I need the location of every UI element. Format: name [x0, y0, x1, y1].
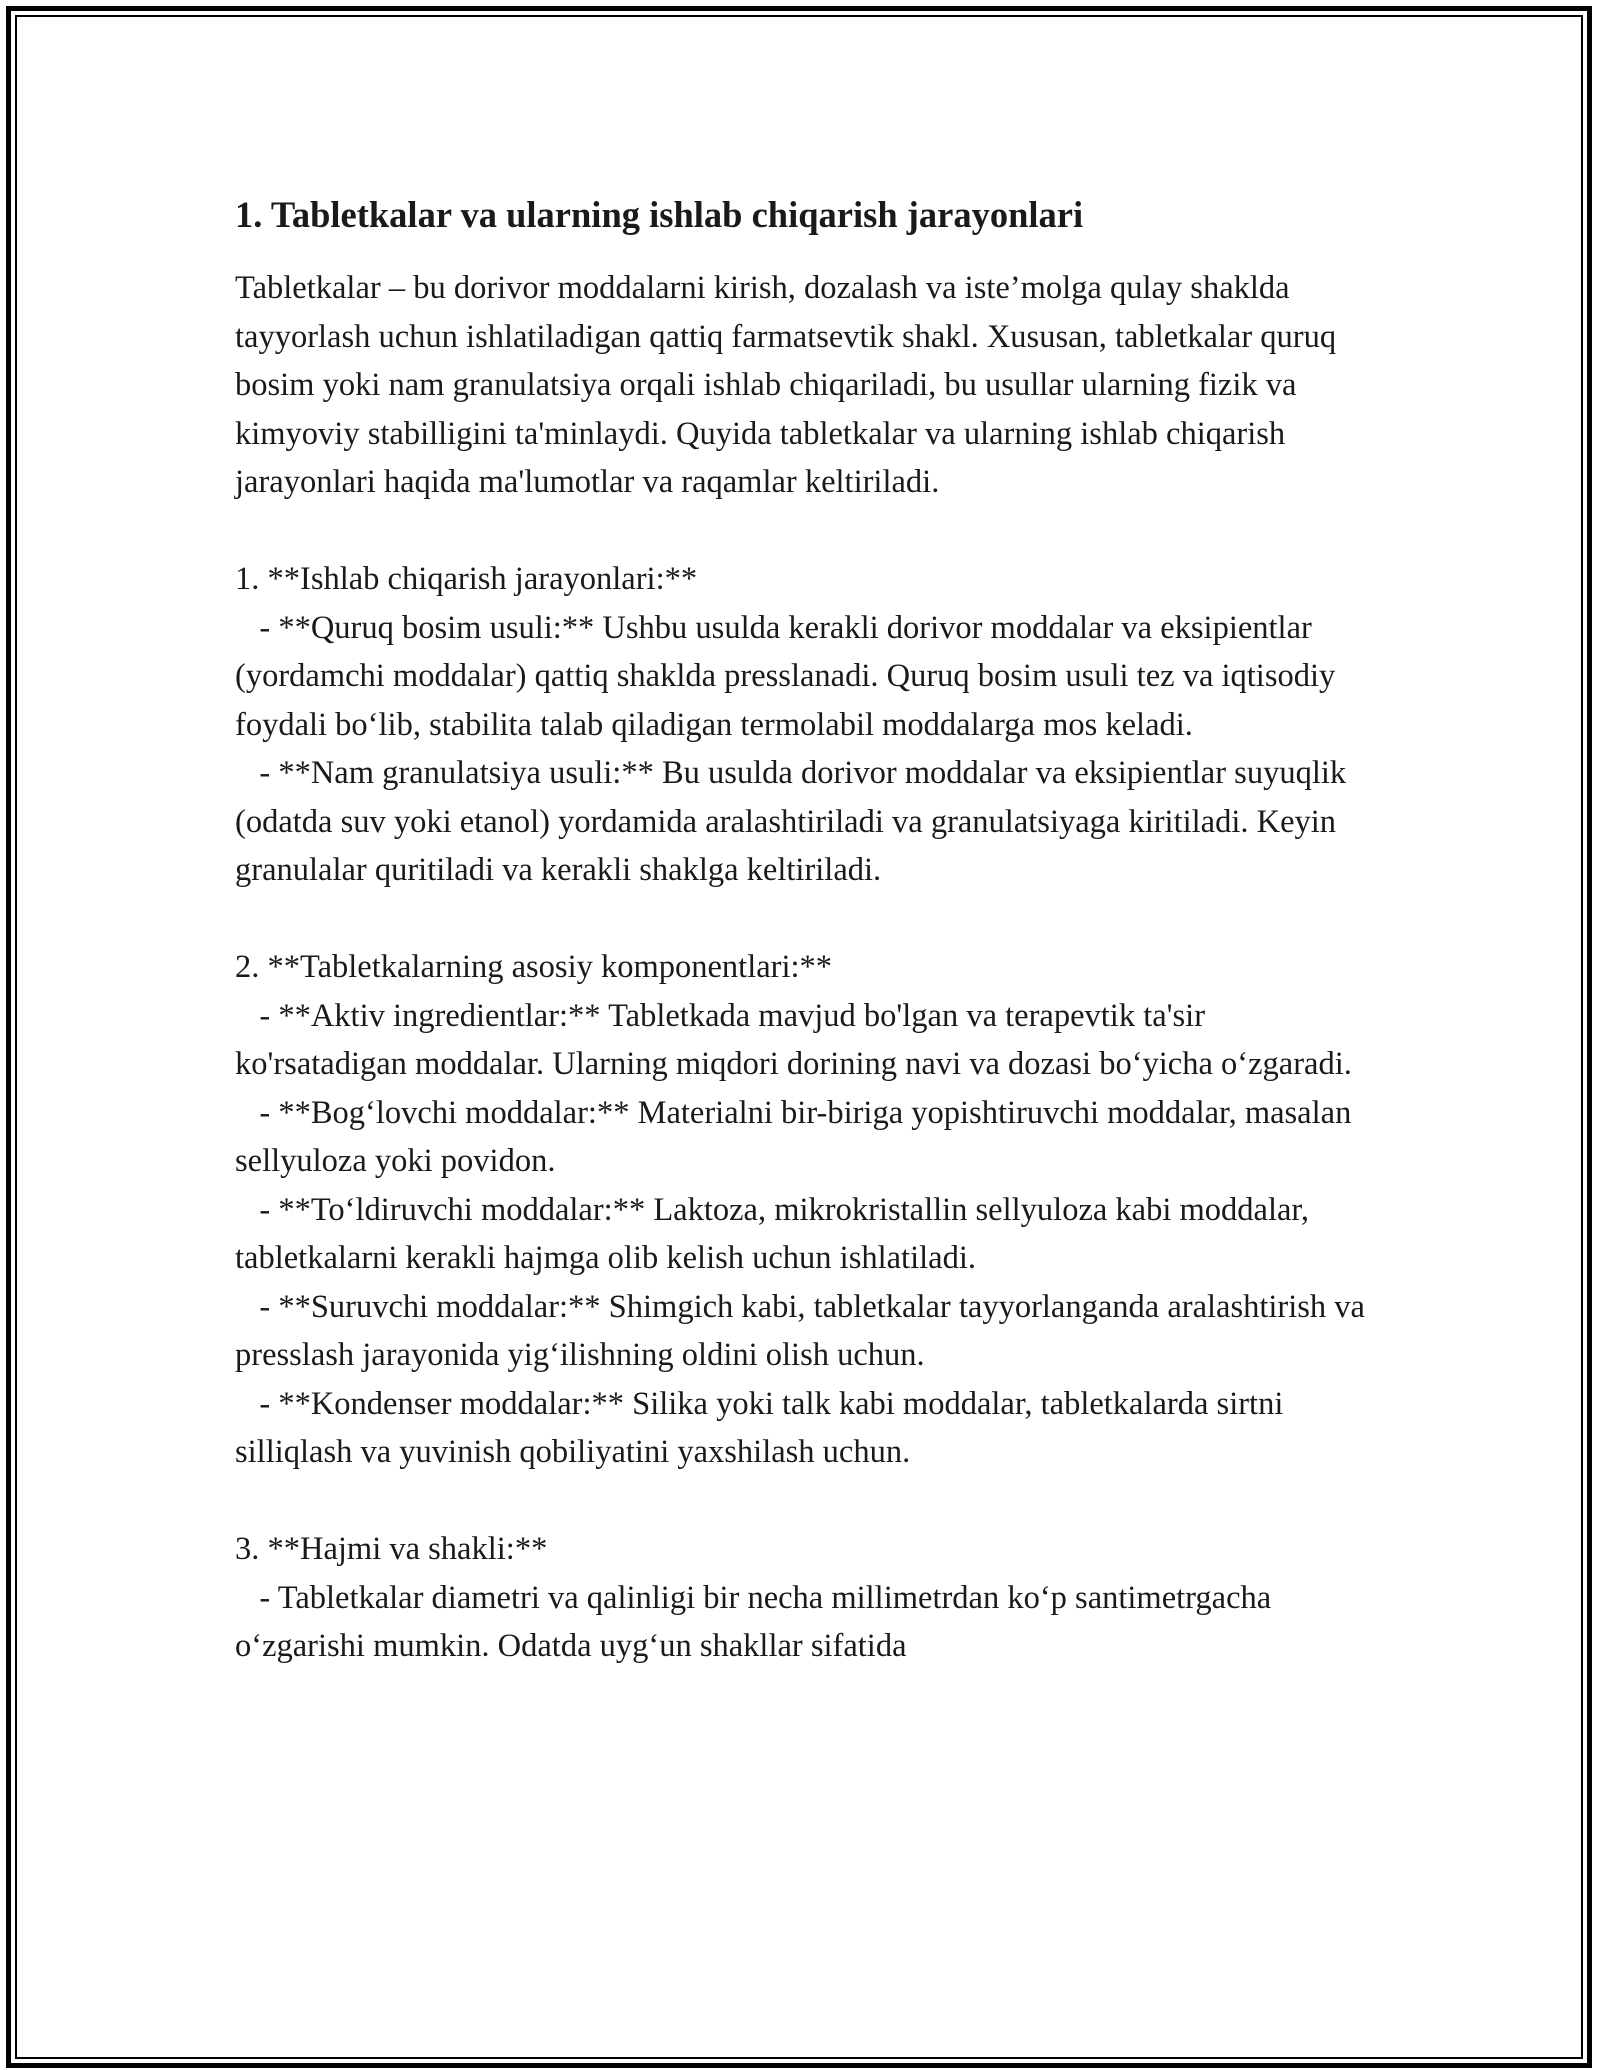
- list-item-binders: - **Bog‘lovchi moddalar:** Materialni bir-biriga yopishtiruvchi moddalar, masalan sellyuloza yoki povidon.: [235, 1094, 1360, 1179]
- list-item-wet-granulation: - **Nam granulatsiya usuli:** Bu usulda dorivor moddalar va eksipientlar suyuqlik (odatda suv yoki etanol) yordamida aralashtiriladi va granulatsiyaga kiritiladi. Keyin granulalar quritiladi va kerakli shaklga keltiriladi.: [235, 755, 1355, 888]
- section-heading-production: 1. **Ishlab chiqarish jarayonlari:**: [235, 561, 698, 597]
- list-item-active-ingredients: - **Aktiv ingredientlar:** Tabletkada mavjud bo'lgan va terapevtik ta'sir ko'rsatadigan moddalar. Ularning miqdori dorining navi va dozasi bo‘yicha o‘zgaradi.: [235, 997, 1352, 1082]
- list-item-fillers: - **To‘ldiruvchi moddalar:** Laktoza, mikrokristallin sellyuloza kabi moddalar, tabletkalarni kerakli hajmga olib kelish uchun ishlatiladi.: [235, 1191, 1318, 1276]
- paragraph-spacer: [235, 895, 1375, 944]
- list-item-dimensions: - Tabletkalar diametri va qalinligi bir necha millimetrdan ko‘p santimetrgacha o‘zgarishi mumkin. Odatda uyg‘un shakllar sifatida: [235, 1579, 1280, 1664]
- intro-paragraph: Tabletkalar – bu dorivor moddalarni kirish, dozalash va iste’molga qulay shaklda tayyorlash uchun ishlatiladigan qattiq farmatsevtik shakl. Xususan, tabletkalar quruq bosim yoki nam granulatsiya orqali ishlab chiqariladi, bu usullar ularning fizik va kimyoviy stabilligini ta'minlaydi. Quyida tabletkalar va ularning ishlab chiqarish jarayonlari haqida ma'lumotlar va raqamlar keltiriladi.: [235, 270, 1345, 500]
- list-item-lubricants: - **Suruvchi moddalar:** Shimgich kabi, tabletkalar tayyorlanganda aralashtirish va presslash jarayonida yig‘ilishning oldini olish uchun.: [235, 1288, 1374, 1373]
- section-heading-size-shape: 3. **Hajmi va shakli:**: [235, 1531, 548, 1567]
- section-heading-components: 2. **Tabletkalarning asosiy komponentlari:**: [235, 949, 833, 985]
- paragraph-spacer: [235, 1477, 1375, 1526]
- list-item-glidants: - **Kondenser moddalar:** Silika yoki talk kabi moddalar, tabletkalarda sirtni silliqlash va yuvinish qobiliyatini yaxshilash uchun.: [235, 1385, 1292, 1470]
- document-title: 1. Tabletkalar va ularning ishlab chiqarish jarayonlari: [235, 194, 1084, 235]
- paragraph-spacer: [235, 507, 1375, 556]
- document-body: [235, 190, 1375, 1671]
- list-item-dry-compression: - **Quruq bosim usuli:** Ushbu usulda kerakli dorivor moddalar va eksipientlar (yordamchi moddalar) qattiq shaklda presslanadi. Quruq bosim usuli tez va iqtisodiy foydali bo‘lib, stabilita talab qiladigan termolabil moddalarga mos keladi.: [235, 609, 1344, 743]
